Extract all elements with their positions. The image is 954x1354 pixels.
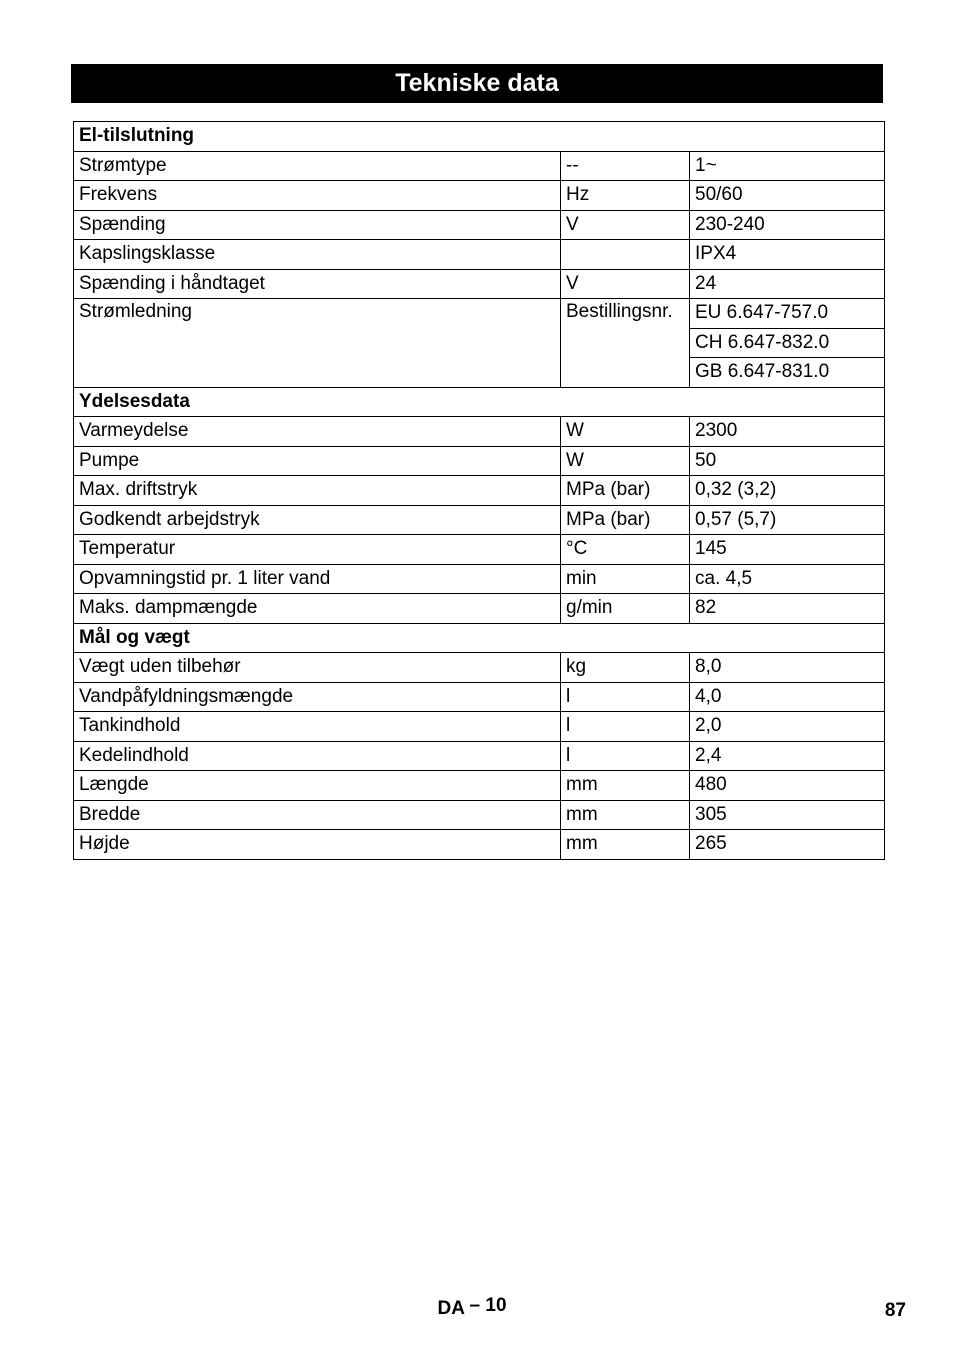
row-label: Vægt uden tilbehør <box>74 653 561 683</box>
table-row <box>74 240 885 270</box>
table-row <box>74 771 885 801</box>
footer-section-number: 10 <box>485 1295 507 1316</box>
row-value: CH 6.647-832.0 <box>690 328 885 358</box>
table-row <box>74 446 885 476</box>
technical-data-table <box>73 121 885 860</box>
row-value: 4,0 <box>690 682 885 712</box>
table-row <box>74 476 885 506</box>
footer-dash: – <box>469 1295 481 1316</box>
table-row <box>74 151 885 181</box>
row-value: 480 <box>690 771 885 801</box>
page-number: 87 <box>884 1300 906 1321</box>
row-label: Temperatur <box>74 535 561 565</box>
row-label: Længde <box>74 771 561 801</box>
row-label: Maks. dampmængde <box>74 594 561 624</box>
table-row <box>74 682 885 712</box>
row-label: Vandpåfyldningsmængde <box>74 682 561 712</box>
row-label: Tankindhold <box>74 712 561 742</box>
row-unit: l <box>561 712 690 742</box>
table-row <box>74 505 885 535</box>
row-value: 2300 <box>690 417 885 447</box>
row-label: Frekvens <box>74 181 561 211</box>
row-unit: °C <box>561 535 690 565</box>
row-unit: l <box>561 741 690 771</box>
row-label: Spænding <box>74 210 561 240</box>
table-row <box>74 299 885 329</box>
table-row <box>74 269 885 299</box>
table-row <box>74 712 885 742</box>
row-label: Pumpe <box>74 446 561 476</box>
row-unit: Bestillingsnr. <box>561 299 690 388</box>
row-unit: V <box>561 210 690 240</box>
row-value: 0,32 (3,2) <box>690 476 885 506</box>
row-value: 2,0 <box>690 712 885 742</box>
row-value: ca. 4,5 <box>690 564 885 594</box>
row-label: Opvamningstid pr. 1 liter vand <box>74 564 561 594</box>
row-label: Strømtype <box>74 151 561 181</box>
table-row <box>74 181 885 211</box>
row-unit: V <box>561 269 690 299</box>
row-unit: -- <box>561 151 690 181</box>
footer-lang: DA <box>437 1298 465 1319</box>
row-unit: mm <box>561 800 690 830</box>
row-value: EU 6.647-757.0 <box>690 299 885 329</box>
row-value: 305 <box>690 800 885 830</box>
row-value: 145 <box>690 535 885 565</box>
table-row <box>74 417 885 447</box>
table-row <box>74 830 885 860</box>
row-value: 82 <box>690 594 885 624</box>
table-row <box>74 210 885 240</box>
section-header-row <box>74 623 885 653</box>
row-unit: MPa (bar) <box>561 505 690 535</box>
row-unit: kg <box>561 653 690 683</box>
page-title: Tekniske data <box>71 64 883 103</box>
row-label: Spænding i håndtaget <box>74 269 561 299</box>
section-heading: El-tilslutning <box>74 122 885 152</box>
row-value: IPX4 <box>690 240 885 270</box>
row-label: Bredde <box>74 800 561 830</box>
section-heading: Ydelsesdata <box>74 387 885 417</box>
row-unit: W <box>561 446 690 476</box>
table-row <box>74 653 885 683</box>
row-value: 8,0 <box>690 653 885 683</box>
table-row <box>74 800 885 830</box>
footer-section-page <box>0 1295 954 1320</box>
row-label: Kapslingsklasse <box>74 240 561 270</box>
section-header-row <box>74 387 885 417</box>
row-value: 50/60 <box>690 181 885 211</box>
row-value: 24 <box>690 269 885 299</box>
row-value: 1~ <box>690 151 885 181</box>
row-unit: min <box>561 564 690 594</box>
row-label: Højde <box>74 830 561 860</box>
section-heading: Mål og vægt <box>74 623 885 653</box>
row-unit: W <box>561 417 690 447</box>
row-label: Strømledning <box>74 299 561 388</box>
table-row <box>74 535 885 565</box>
row-label: Kedelindhold <box>74 741 561 771</box>
row-label: Godkendt arbejdstryk <box>74 505 561 535</box>
row-value: 230-240 <box>690 210 885 240</box>
row-value: GB 6.647-831.0 <box>690 358 885 388</box>
table-row <box>74 594 885 624</box>
row-value: 0,57 (5,7) <box>690 505 885 535</box>
row-value: 2,4 <box>690 741 885 771</box>
table-row <box>74 741 885 771</box>
row-value: 50 <box>690 446 885 476</box>
row-unit: l <box>561 682 690 712</box>
row-unit: g/min <box>561 594 690 624</box>
row-unit <box>561 240 690 270</box>
row-unit: Hz <box>561 181 690 211</box>
row-unit: mm <box>561 830 690 860</box>
table-row <box>74 564 885 594</box>
row-unit: mm <box>561 771 690 801</box>
row-label: Varmeydelse <box>74 417 561 447</box>
row-value: 265 <box>690 830 885 860</box>
row-unit: MPa (bar) <box>561 476 690 506</box>
row-label: Max. driftstryk <box>74 476 561 506</box>
section-header-row <box>74 122 885 152</box>
